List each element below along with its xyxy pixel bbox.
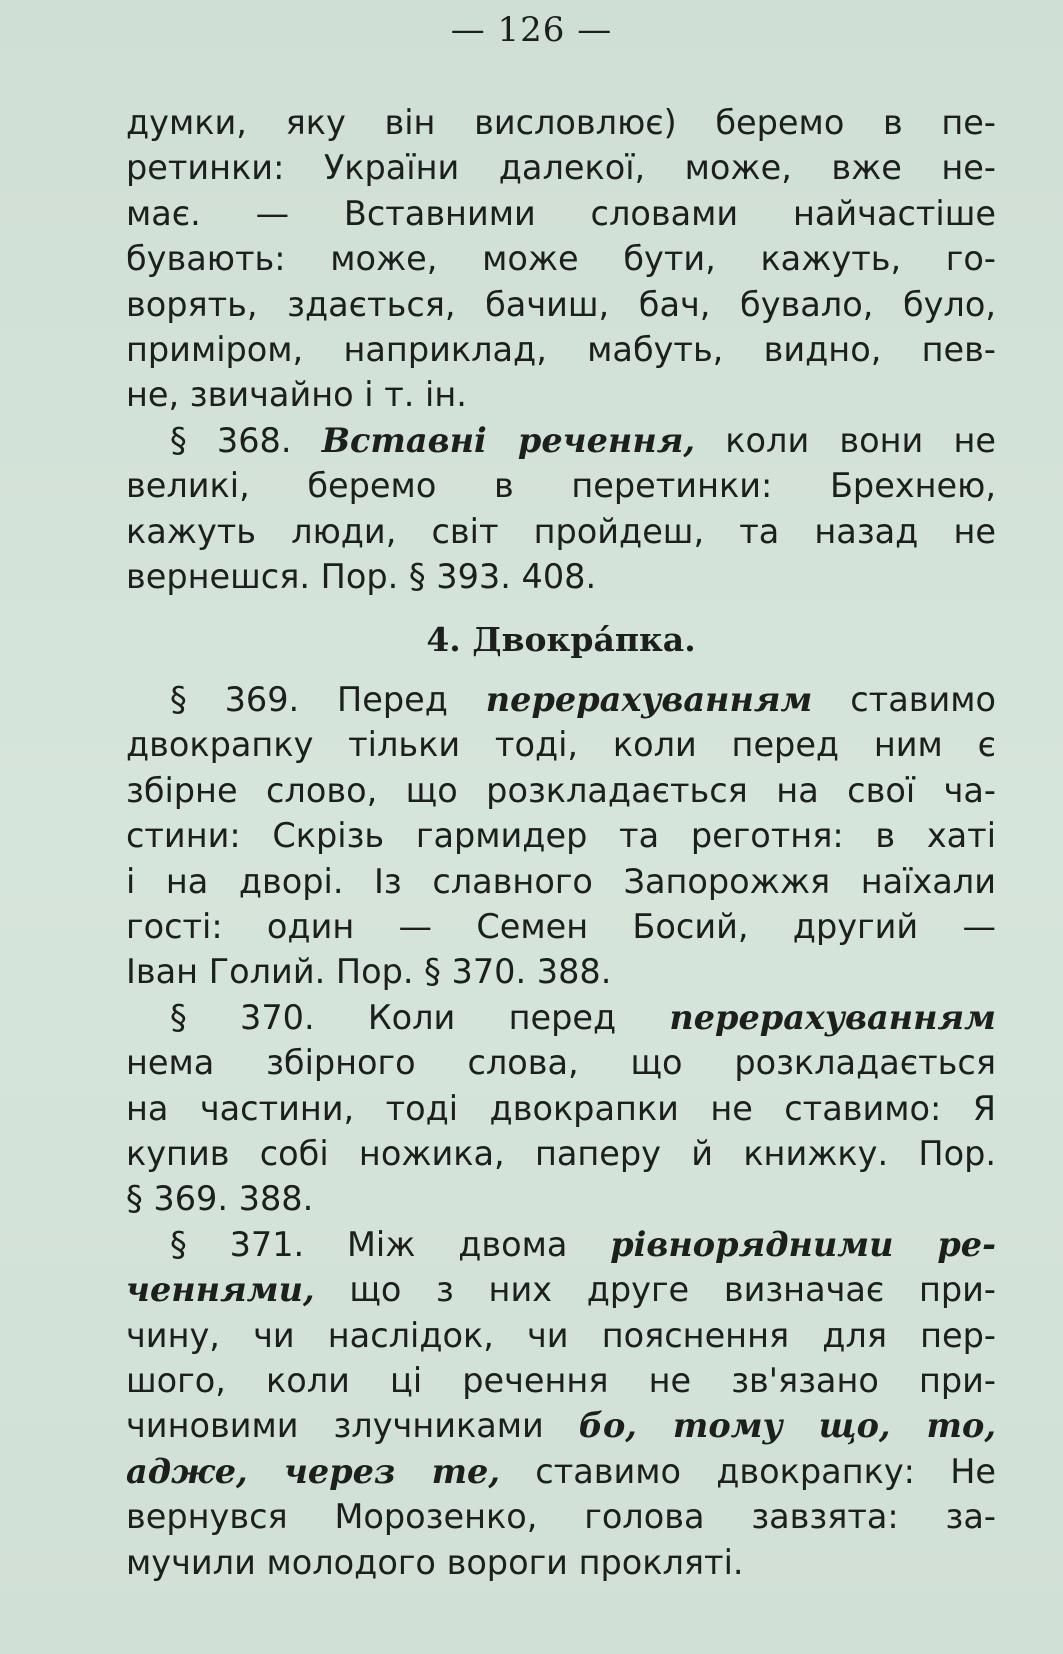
term-italic: адже, через те, — [126, 1451, 501, 1491]
text-fragment: коли вони не — [725, 420, 997, 460]
text-fragment: що з них друге визначає при- — [349, 1270, 997, 1310]
term-italic: Вставні речення, — [321, 420, 696, 460]
text-line — [126, 1403, 996, 1448]
term-italic: ченнями, — [126, 1270, 315, 1310]
term-italic: бо, тому що, то, — [578, 1406, 996, 1446]
text-line: чину, чи наслідок, чи пояснення для пер- — [126, 1315, 996, 1355]
text-line: Іван Голий. Пор. § 370. 388. — [126, 952, 612, 992]
paragraph-368-first-line — [126, 418, 996, 463]
text-line: на частини, тоді двокрапки не ставимо: Я — [126, 1088, 996, 1128]
text-fragment: ставимо — [850, 679, 997, 719]
text-line: стини: Скрізь гармидер та реготня: в хаті — [126, 816, 996, 856]
text-line: вернешся. Пор. § 393. 408. — [126, 557, 597, 597]
paragraph-369-first-line — [126, 677, 996, 722]
section-heading: 4. Двокра́пка. — [426, 620, 696, 660]
text-line: шого, коли ці речення не зв'язано при- — [126, 1360, 996, 1400]
section-number: § 371. Між двома — [170, 1224, 568, 1264]
section-number: § 368. — [170, 420, 292, 460]
text-line: ретинки: України далекої, може, вже не- — [126, 148, 996, 188]
paragraph-371-first-line — [126, 1222, 996, 1267]
term-italic: перерахуванням — [669, 997, 996, 1037]
page-number: — 126 — — [450, 10, 613, 50]
text-line: великі, беремо в перетинки: Брехнею, — [126, 466, 996, 506]
text-line: і на дворі. Із славного Запорожжя наїхали — [126, 861, 996, 901]
text-line: нема збірного слова, що розкладається — [126, 1043, 996, 1083]
text-line: кажуть люди, світ пройдеш, та назад не — [126, 511, 996, 551]
term-italic: перерахуванням — [485, 679, 813, 719]
text-line: гості: один — Семен Босий, другий — — [126, 906, 996, 946]
text-line: думки, яку він висловлює) беремо в пе- — [126, 103, 996, 142]
text-line — [126, 1267, 996, 1312]
text-line: бувають: може, може бути, кажуть, го- — [126, 239, 996, 279]
text-line — [126, 1449, 996, 1494]
paragraph-370-first-line — [126, 995, 996, 1040]
section-number: § 370. Коли перед — [170, 997, 617, 1037]
text-line: § 369. 388. — [126, 1179, 314, 1219]
text-line: збірне слово, що розкладається на свої ча- — [126, 770, 996, 810]
text-line: має. — Вставними словами найчастіше — [126, 193, 996, 233]
page-body — [126, 100, 996, 1585]
term-italic: рівнорядними ре- — [610, 1224, 996, 1264]
text-line: вернувся Морозенко, голова завзята: за- — [126, 1497, 996, 1537]
text-line: купив собі ножика, паперу й книжку. Пор. — [126, 1133, 996, 1173]
text-line: приміром, наприклад, мабуть, видно, пев- — [126, 330, 996, 370]
section-number: § 369. Перед — [170, 679, 448, 719]
text-line: двокрапку тільки тоді, коли перед ним є — [126, 725, 996, 765]
text-line: мучили молодого вороги прокляті. — [126, 1542, 744, 1582]
text-line: не, звичайно і т. ін. — [126, 375, 467, 415]
text-fragment: ставимо двокрапку: Не — [535, 1451, 996, 1491]
text-line: ворять, здається, бачиш, бач, бувало, було, — [126, 284, 996, 324]
text-fragment: чиновими злучниками — [126, 1406, 544, 1446]
